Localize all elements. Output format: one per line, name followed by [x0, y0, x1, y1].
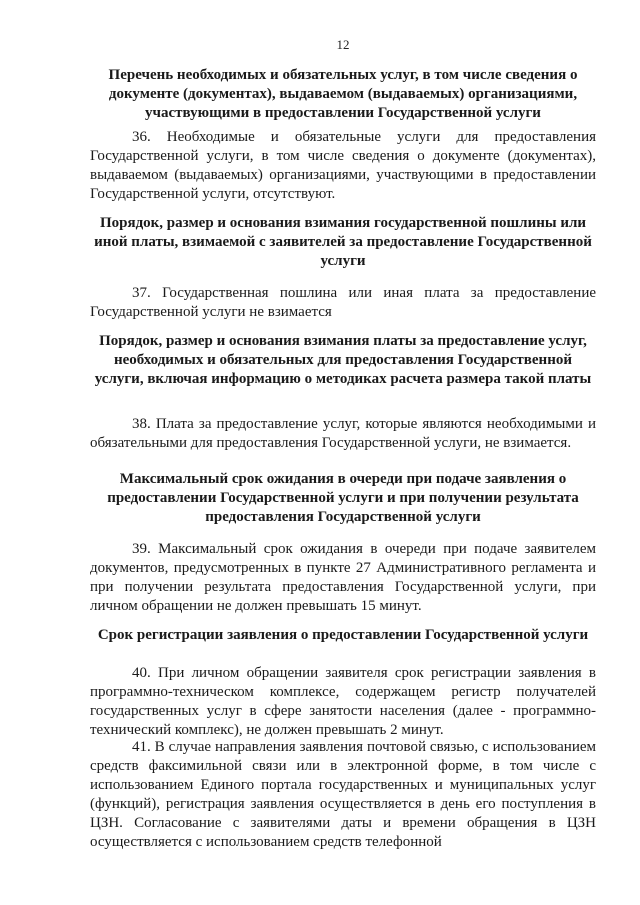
section-heading: Порядок, размер и основания взимания платы за предоставление услуг, необходимых и обязательных для предоставления Государственной услуги, включая информацию о методиках расчета размера такой платы — [94, 333, 592, 387]
section-heading: Перечень необходимых и обязательных услуг, в том числе сведения о документе (документах), выдаваемом (выдаваемых) организациями, участвующими в предоставлении Государственной услуги — [108, 67, 578, 121]
paragraph-38: 38. Плата за предоставление услуг, которые являются необходимыми и обязательными для предоставления Государственной услуги, не взимается. — [90, 416, 596, 451]
page-number: 12 — [336, 37, 350, 52]
section-heading: Порядок, размер и основания взимания государственной пошлины или иной платы, взимаемой с заявителей за предоставление Государственной услуги — [94, 215, 592, 269]
paragraph-36: 36. Необходимые и обязательные услуги для предоставления Государственной услуги, в том числе сведения о документе (документах), выдаваемом (выдаваемых) организациями, участвующими в предоставлении Государственной услуги, отсутствуют. — [90, 129, 596, 202]
section-heading: Срок регистрации заявления о предоставлении Государственной услуги — [97, 627, 589, 643]
paragraph-39: 39. Максимальный срок ожидания в очереди при подаче заявителем документов, предусмотренных в пункте 27 Административного регламента и при получении результата предоставления Государственной услуги, при личном обращении не должен превышать 15 минут. — [90, 541, 596, 614]
paragraph-40: 40. При личном обращении заявителя срок регистрации заявления в программно-техническом комплексе, содержащем регистр получателей государственных услуг в сфере занятости населения (далее - программно-технический комплекс), не должен превышать 2 минут. — [90, 665, 596, 738]
paragraph-41: 41. В случае направления заявления почтовой связью, с использованием средств факсимильной связи или в электронной форме, в том числе с использованием Единого портала государственных и муниципальных услуг (функций), регистрация заявления осуществляется в день его поступления в ЦЗН. Согласование с заявителями даты и времени обращения в ЦЗН осуществляется с использованием средств телефонной — [90, 739, 596, 850]
paragraph-37: 37. Государственная пошлина или иная плата за предоставление Государственной услуги не взимается — [90, 285, 596, 320]
section-heading: Максимальный срок ожидания в очереди при подаче заявления о предоставлении Государственной услуги и при получении результата предоставления Государственной услуги — [107, 471, 579, 525]
